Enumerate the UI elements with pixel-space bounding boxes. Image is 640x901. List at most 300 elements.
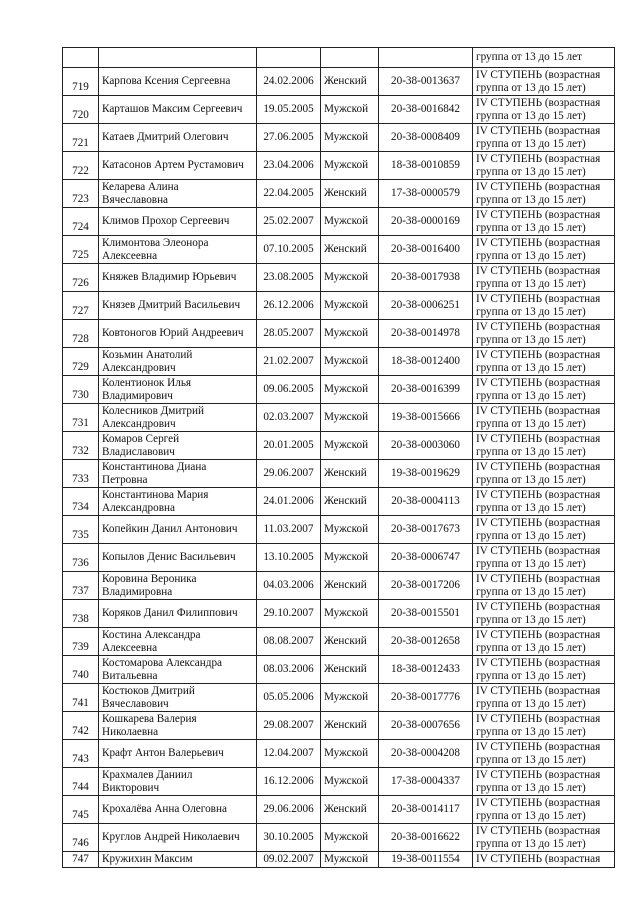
uin-cell: [379, 292, 473, 320]
table-row: [63, 824, 615, 852]
category-line-2: группа от 13 до 15 лет): [476, 669, 586, 682]
category-line-2: группа от 13 до 15 лет): [476, 781, 586, 794]
name-line: Константинова Мария: [102, 488, 209, 501]
birth-date: 29.10.2007: [263, 607, 314, 619]
gender: Женский: [324, 719, 367, 731]
uin: 20-38-0003060: [391, 439, 460, 451]
gender: Мужской: [324, 215, 369, 227]
uin-cell: [379, 264, 473, 292]
name-line: Владимирович: [102, 389, 173, 402]
uin-cell: [379, 852, 473, 868]
name-cell: [99, 460, 257, 488]
uin: 20-38-0004208: [391, 747, 460, 759]
name-line: Вячеславович: [102, 697, 169, 710]
category-line-2: группа от 13 до 15 лет): [476, 277, 586, 290]
gender-cell: [321, 264, 379, 292]
category-line-1: IV СТУПЕНЬ (возрастная: [476, 320, 601, 333]
row-number-cell: [63, 208, 99, 236]
gender: Женский: [324, 243, 367, 255]
birth-date-cell: [257, 488, 321, 516]
category-line-1: IV СТУПЕНЬ (возрастная: [476, 572, 601, 585]
gender: Мужской: [324, 607, 369, 619]
uin: 17-38-0000579: [391, 187, 460, 199]
gender: Женский: [324, 803, 367, 815]
uin-cell: [379, 600, 473, 628]
birth-date: 23.08.2005: [263, 271, 314, 283]
row-number: 732: [72, 445, 89, 457]
birth-date-cell: [257, 264, 321, 292]
uin-cell: [379, 684, 473, 712]
birth-date: 02.03.2007: [263, 411, 314, 423]
row-number-cell: [63, 404, 99, 432]
category-cell: [473, 712, 615, 740]
category-cell: [473, 796, 615, 824]
category-line-1: IV СТУПЕНЬ (возрастная: [476, 544, 601, 557]
row-number: 727: [72, 305, 89, 317]
birth-date-cell: [257, 152, 321, 180]
row-number: 731: [72, 417, 89, 429]
birth-date-cell: [257, 124, 321, 152]
row-number-cell: [63, 768, 99, 796]
name-cell: [99, 516, 257, 544]
row-number: 733: [72, 473, 89, 485]
row-number-cell: [63, 684, 99, 712]
category-cell: [473, 628, 615, 656]
name-cell: [99, 544, 257, 572]
uin: 20-38-0016400: [391, 243, 460, 255]
name-cell: [99, 404, 257, 432]
table-row: [63, 236, 615, 264]
table-row: [63, 152, 615, 180]
category-line-1: IV СТУПЕНЬ (возрастная: [476, 600, 601, 613]
gender: Мужской: [324, 411, 369, 423]
name-cell: [99, 712, 257, 740]
category-line-2: группа от 13 до 15 лет): [476, 697, 586, 710]
uin: 19-38-0019629: [391, 467, 460, 479]
table-row-last: [63, 852, 615, 868]
name-line: Викторович: [102, 781, 160, 794]
table-row: [63, 768, 615, 796]
category-cell: [473, 48, 615, 68]
gender-cell: [321, 208, 379, 236]
table-row: [63, 404, 615, 432]
gender: Мужской: [324, 355, 369, 367]
category-line-1: IV СТУПЕНЬ (возрастная: [476, 796, 601, 809]
gender-cell: [321, 376, 379, 404]
category-cell: [473, 68, 615, 96]
uin: 17-38-0004337: [391, 775, 460, 787]
category-line-2: группа от 13 до 15 лет): [476, 305, 586, 318]
birth-date: 28.05.2007: [263, 327, 314, 339]
category-line-2: группа от 13 до 15 лет): [476, 725, 586, 738]
name-line: Коряков Данил Филиппович: [102, 607, 238, 619]
row-number-cell: [63, 572, 99, 600]
name-line: Крохалёва Анна Олеговна: [102, 803, 227, 815]
category-line-2: группа от 13 до 15 лет): [476, 753, 586, 766]
birth-date: 09.06.2005: [263, 383, 314, 395]
uin: 20-38-0017938: [391, 271, 460, 283]
table-row: [63, 460, 615, 488]
category-line-1: IV СТУПЕНЬ (возрастная: [476, 460, 601, 473]
name-cell: [99, 348, 257, 376]
category-line-1: IV СТУПЕНЬ (возрастная: [476, 853, 601, 865]
uin-cell: [379, 404, 473, 432]
name-cell: [99, 796, 257, 824]
gender: Мужской: [324, 439, 369, 451]
birth-date: 08.03.2006: [263, 663, 314, 675]
row-number-cell: [63, 96, 99, 124]
table-row: [63, 656, 615, 684]
birth-date-cell: [257, 432, 321, 460]
uin-cell: [379, 544, 473, 572]
category-line-2: группа от 13 до 15 лет): [476, 333, 586, 346]
birth-date-cell: [257, 460, 321, 488]
uin: 19-38-0011554: [391, 853, 460, 865]
uin-cell: [379, 740, 473, 768]
birth-date: 21.02.2007: [263, 355, 314, 367]
name-line: Копейкин Данил Антонович: [102, 523, 238, 535]
gender-cell: [321, 236, 379, 264]
row-number: 746: [72, 837, 89, 849]
table-row-continued: [63, 48, 615, 68]
category-line-1: IV СТУПЕНЬ (возрастная: [476, 768, 601, 781]
gender-cell: [321, 628, 379, 656]
uin-cell: [379, 768, 473, 796]
uin: 20-38-0014978: [391, 327, 460, 339]
table-row: [63, 516, 615, 544]
birth-date: 11.03.2007: [263, 523, 314, 535]
birth-date-cell: [257, 180, 321, 208]
name-cell: [99, 432, 257, 460]
name-cell: [99, 740, 257, 768]
birth-date-cell: [257, 236, 321, 264]
category-line-1: IV СТУПЕНЬ (возрастная: [476, 292, 601, 305]
row-number: 745: [72, 809, 89, 821]
name-cell: [99, 96, 257, 124]
gender-cell: [321, 768, 379, 796]
category-line-2: группа от 13 до 15 лет): [476, 137, 586, 150]
category-line-1: IV СТУПЕНЬ (возрастная: [476, 348, 601, 361]
category-cell: [473, 404, 615, 432]
row-number: 720: [72, 109, 89, 121]
row-number-cell: [63, 712, 99, 740]
table-row: [63, 292, 615, 320]
category-line-1: IV СТУПЕНЬ (возрастная: [476, 432, 601, 445]
gender: Мужской: [324, 131, 369, 143]
row-number: 742: [72, 725, 89, 737]
table-row: [63, 68, 615, 96]
gender: Мужской: [324, 383, 369, 395]
row-number: 743: [72, 753, 89, 765]
row-number-cell: [63, 236, 99, 264]
gender-cell: [321, 48, 379, 68]
category-line-2: группа от 13 до 15 лет): [476, 529, 586, 542]
category-cell: [473, 152, 615, 180]
table-row: [63, 628, 615, 656]
table-row: [63, 376, 615, 404]
uin-cell: [379, 68, 473, 96]
uin: 19-38-0015666: [391, 411, 460, 423]
category-line-1: IV СТУПЕНЬ (возрастная: [476, 96, 601, 109]
gender-cell: [321, 152, 379, 180]
gender-cell: [321, 180, 379, 208]
table-row: [63, 320, 615, 348]
gender: Мужской: [324, 327, 369, 339]
name-line: Климонтова Элеонора: [102, 236, 209, 249]
name-line: Алексеевна: [102, 249, 158, 262]
birth-date-cell: [257, 348, 321, 376]
category-line-2: группа от 13 до 15 лет): [476, 501, 586, 514]
name-line: Козьмин Анатолий: [102, 348, 193, 361]
category-line-2: группа от 13 до 15 лет): [476, 361, 586, 374]
category-line-2: группа от 13 до 15 лет): [476, 221, 586, 234]
gender-cell: [321, 404, 379, 432]
birth-date-cell: [257, 544, 321, 572]
birth-date-cell: [257, 684, 321, 712]
name-line: Николаевна: [102, 725, 159, 738]
category-line-1: IV СТУПЕНЬ (возрастная: [476, 684, 601, 697]
name-line: Коровина Вероника: [102, 572, 197, 585]
name-line: Колесников Дмитрий: [102, 404, 204, 417]
uin-cell: [379, 796, 473, 824]
gender: Женский: [324, 495, 367, 507]
row-number: 735: [72, 529, 89, 541]
row-number: 738: [72, 613, 89, 625]
name-line: Костюков Дмитрий: [102, 684, 195, 697]
uin: 20-38-0013637: [391, 75, 460, 87]
gender: Мужской: [324, 523, 369, 535]
gender: Женский: [324, 663, 367, 675]
gender: Мужской: [324, 831, 369, 843]
birth-date: 20.01.2005: [263, 439, 314, 451]
category-cell: [473, 180, 615, 208]
category-cell: [473, 432, 615, 460]
birth-date-cell: [257, 712, 321, 740]
row-number-cell: [63, 292, 99, 320]
table-row: [63, 264, 615, 292]
birth-date: 16.12.2006: [263, 775, 314, 787]
table-row: [63, 796, 615, 824]
category-line-2: группа от 13 до 15 лет): [476, 81, 586, 94]
row-number: 728: [72, 333, 89, 345]
row-number: 744: [72, 781, 89, 793]
birth-date: 25.02.2007: [263, 215, 314, 227]
gender-cell: [321, 488, 379, 516]
birth-date: 29.08.2007: [263, 719, 314, 731]
category-cell: [473, 600, 615, 628]
uin-cell: [379, 320, 473, 348]
category-line-1: IV СТУПЕНЬ (возрастная: [476, 516, 601, 529]
gender-cell: [321, 320, 379, 348]
row-number-cell: [63, 544, 99, 572]
gender-cell: [321, 600, 379, 628]
birth-date: 23.04.2006: [263, 159, 314, 171]
category-line-2: группа от 13 до 15 лет): [476, 445, 586, 458]
gender: Мужской: [324, 103, 369, 115]
name-line: Александрович: [102, 417, 176, 430]
gender-cell: [321, 740, 379, 768]
category-cell: [473, 544, 615, 572]
row-number-cell: [63, 488, 99, 516]
row-number: 725: [72, 249, 89, 261]
name-line: Князев Дмитрий Васильевич: [102, 299, 241, 311]
category-line-1: IV СТУПЕНЬ (возрастная: [476, 152, 601, 165]
row-number-cell: [63, 628, 99, 656]
table-row: [63, 348, 615, 376]
birth-date: 05.05.2006: [263, 691, 314, 703]
category-line-2: группа от 13 до 15 лет): [476, 193, 586, 206]
name-line: Карпова Ксения Сергеевна: [102, 75, 231, 87]
uin: 20-38-0016622: [391, 831, 460, 843]
uin-cell: [379, 824, 473, 852]
birth-date: 04.03.2006: [263, 579, 314, 591]
row-number-cell: [63, 796, 99, 824]
name-line: Владимировна: [102, 585, 173, 598]
uin-cell: [379, 96, 473, 124]
category-line-2: группа от 13 до 15 лет): [476, 473, 586, 486]
category-cell: [473, 460, 615, 488]
participants-table-body: [63, 48, 615, 868]
gender-cell: [321, 852, 379, 868]
row-number-cell: [63, 516, 99, 544]
category-cell: [473, 348, 615, 376]
uin-cell: [379, 48, 473, 68]
name-line: Келарева Алина: [102, 180, 179, 193]
uin: 20-38-0007656: [391, 719, 460, 731]
category-line-2: группа от 13 до 15 лет): [476, 165, 586, 178]
name-cell: [99, 628, 257, 656]
category-line-2: группа от 13 до 15 лет): [476, 389, 586, 402]
row-number: 723: [72, 193, 89, 205]
row-number: 724: [72, 221, 89, 233]
category-cell: [473, 572, 615, 600]
category-cell: [473, 740, 615, 768]
uin-cell: [379, 180, 473, 208]
uin-cell: [379, 376, 473, 404]
row-number-cell: [63, 600, 99, 628]
name-line: Владиславович: [102, 445, 175, 458]
birth-date: 29.06.2006: [263, 803, 314, 815]
uin-cell: [379, 208, 473, 236]
category-line-1: IV СТУПЕНЬ (возрастная: [476, 656, 601, 669]
table-row: [63, 208, 615, 236]
birth-date: 13.10.2005: [263, 551, 314, 563]
name-cell: [99, 152, 257, 180]
table-row: [63, 180, 615, 208]
name-cell: [99, 236, 257, 264]
gender: Мужской: [324, 271, 369, 283]
name-line: Крафт Антон Валерьевич: [102, 747, 224, 759]
name-line: Крахмалев Даниил: [102, 768, 193, 781]
table-row: [63, 488, 615, 516]
row-number: 736: [72, 557, 89, 569]
name-line: Алексеевна: [102, 641, 158, 654]
row-number-cell: [63, 48, 99, 68]
birth-date: 12.04.2007: [263, 747, 314, 759]
uin-cell: [379, 348, 473, 376]
uin: 20-38-0006747: [391, 551, 460, 563]
uin-cell: [379, 152, 473, 180]
birth-date-cell: [257, 628, 321, 656]
category-cell: [473, 236, 615, 264]
row-number-cell: [63, 180, 99, 208]
row-number: 734: [72, 501, 89, 513]
category-line-1: IV СТУПЕНЬ (возрастная: [476, 376, 601, 389]
table-row: [63, 684, 615, 712]
row-number-cell: [63, 824, 99, 852]
birth-date: 24.02.2006: [263, 75, 314, 87]
name-line: Кошкарева Валерия: [102, 712, 197, 725]
row-number-cell: [63, 348, 99, 376]
name-line: Александровна: [102, 501, 175, 514]
uin-cell: [379, 236, 473, 264]
birth-date-cell: [257, 404, 321, 432]
category-line-2: группа от 13 до 15 лет): [476, 109, 586, 122]
uin: 20-38-0017673: [391, 523, 460, 535]
category-cell: [473, 516, 615, 544]
row-number-cell: [63, 376, 99, 404]
category-line-2: группа от 13 до 15 лет): [476, 613, 586, 626]
birth-date: 19.05.2005: [263, 103, 314, 115]
category-cell: [473, 824, 615, 852]
uin: 20-38-0012658: [391, 635, 460, 647]
birth-date-cell: [257, 68, 321, 96]
gender-cell: [321, 796, 379, 824]
birth-date-cell: [257, 320, 321, 348]
name-cell: [99, 376, 257, 404]
category-line-1: IV СТУПЕНЬ (возрастная: [476, 404, 601, 417]
birth-date-cell: [257, 796, 321, 824]
row-number-cell: [63, 432, 99, 460]
row-number-cell: [63, 124, 99, 152]
gender: Мужской: [324, 775, 369, 787]
name-cell: [99, 48, 257, 68]
name-cell: [99, 684, 257, 712]
gender: Женский: [324, 187, 367, 199]
category-cell: [473, 768, 615, 796]
uin: 20-38-0000169: [391, 215, 460, 227]
name-cell: [99, 768, 257, 796]
gender: Мужской: [324, 551, 369, 563]
row-number-cell: [63, 152, 99, 180]
row-number: 741: [72, 697, 89, 709]
category-line-1: IV СТУПЕНЬ (возрастная: [476, 68, 601, 81]
row-number: 737: [72, 585, 89, 597]
uin-cell: [379, 460, 473, 488]
name-cell: [99, 180, 257, 208]
category-cell: [473, 208, 615, 236]
table-row: [63, 432, 615, 460]
row-number: 730: [72, 389, 89, 401]
row-number: 729: [72, 361, 89, 373]
gender-cell: [321, 712, 379, 740]
category-line-2: группа от 13 до 15 лет): [476, 249, 586, 262]
name-line: Вячеславовна: [102, 193, 169, 206]
birth-date-cell: [257, 292, 321, 320]
name-line: Копылов Денис Васильевич: [102, 551, 236, 563]
name-line: Комаров Сергей: [102, 432, 180, 445]
row-number: 726: [72, 277, 89, 289]
uin: 20-38-0016842: [391, 103, 460, 115]
category-line-2: группа от 13 до 15 лет): [476, 585, 586, 598]
category-line-1: IV СТУПЕНЬ (возрастная: [476, 208, 601, 221]
name-line: Колентионок Илья: [102, 376, 192, 389]
gender-cell: [321, 544, 379, 572]
category-line-2: группа от 13 до 15 лет): [476, 809, 586, 822]
row-number: 721: [72, 137, 89, 149]
category-cell: [473, 488, 615, 516]
table-row: [63, 572, 615, 600]
